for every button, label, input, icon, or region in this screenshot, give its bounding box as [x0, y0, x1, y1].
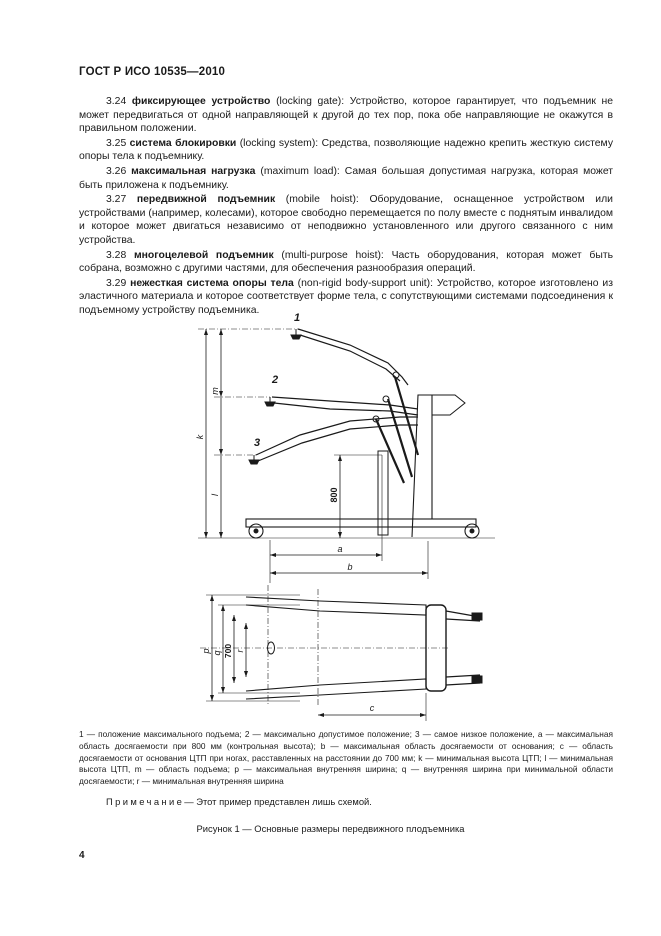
dim-label-c: c: [369, 703, 375, 713]
term-name: нежесткая система опоры тела: [130, 277, 294, 289]
dim-label-k: k: [195, 434, 205, 440]
note-label: Примечание: [106, 796, 185, 807]
page-number: 4: [79, 850, 85, 861]
top-view: [200, 585, 482, 721]
term-entry: 3.28 многоцелевой подъемник (multi-purpose hoist): Часть оборудования, которая может быть собрана, возможно с другими частями, для обеспечения разнообразия операций.: [79, 249, 614, 275]
note-text: — Этот пример представлен лишь схемой.: [184, 796, 372, 807]
figure-caption: Рисунок 1 — Основные размеры передвижного плодъемника: [196, 823, 465, 834]
figure-note: [106, 796, 372, 807]
dim-label-b: b: [347, 562, 353, 572]
position-label-1: 1: [293, 312, 301, 324]
term-name: передвижной подъемник: [136, 194, 276, 206]
hoist-figure: [150, 305, 510, 725]
position-label-3: 3: [253, 437, 261, 449]
term-entry: 3.29 нежесткая система опоры тела (non-rigid body-support unit): Устройство, которое изготовлено из эластичного материала и которое соответствует форме тела, с сопутствующими системами подсоединения к подъемному устройству подъемника.: [79, 277, 613, 316]
dim-label-700: 700: [223, 643, 233, 659]
dim-label-a: a: [337, 544, 343, 554]
dim-label-m: m: [210, 387, 220, 395]
term-entry: 3.26 максимальная нагрузка (maximum load): Самая большая допустимая нагрузка, которая может быть приложена к подъемнику.: [79, 165, 614, 191]
dim-label-q: q: [212, 650, 222, 656]
figure-legend: [79, 729, 613, 788]
dim-label-r: r: [235, 649, 245, 653]
legend-text: 1 — положение максимального подъема; 2 — максимально допустимое положение; 3 — самое низкое положение, a — максимальная область досягаемости при 800 мм (контрольная высота); b — максимальная область досягаемости от основания; c — область досягаемости от основания ЦТП при ногах, расставленных на расстоянии до 700 мм; k — минимальная высота ЦТП; l — минимальная высота ЦТП, m — область подъема; p — максимальная внутренняя ширина; q — внутренняя ширина при минимальной области досягаемости; r — минимальная внутренняя ширина: [79, 729, 613, 787]
term-name: фиксирующее устройство: [131, 96, 271, 107]
document-header: ГОСТ Р ИСО 10535—2010: [79, 66, 226, 78]
term-entry: 3.24 фиксирующее устройство (locking gate): Устройство, которое гарантирует, что подъемник не может передвигаться от одной направляющей к другой до тех пор, пока обе направляющие не окажутся в правильном положении.: [79, 96, 614, 135]
term-name: максимальная нагрузка: [131, 165, 256, 177]
terms-section: [79, 95, 613, 319]
term-entry: 3.25 система блокировки (locking system): Средства, позволяющие надежно крепить жесткую систему опоры тела к подъемнику.: [79, 137, 614, 163]
dim-label-p: p: [201, 648, 211, 654]
term-entry: 3.27 передвижной подъемник (mobile hoist): Оборудование, оснащенное устройством или устройствами (например, колесами), которое свободно перемещается по полу вместе с поднятым инвалидом и которое может двигаться независимо от неподвижно установленного или другого связанного с ним устройства.: [79, 194, 613, 246]
dim-label-l: l: [210, 494, 220, 496]
position-label-2: 2: [271, 374, 279, 386]
dim-label-800: 800: [329, 487, 339, 503]
term-name: многоцелевой подъемник: [133, 249, 274, 261]
term-name: система блокировки: [129, 137, 237, 149]
side-view: [195, 312, 495, 583]
